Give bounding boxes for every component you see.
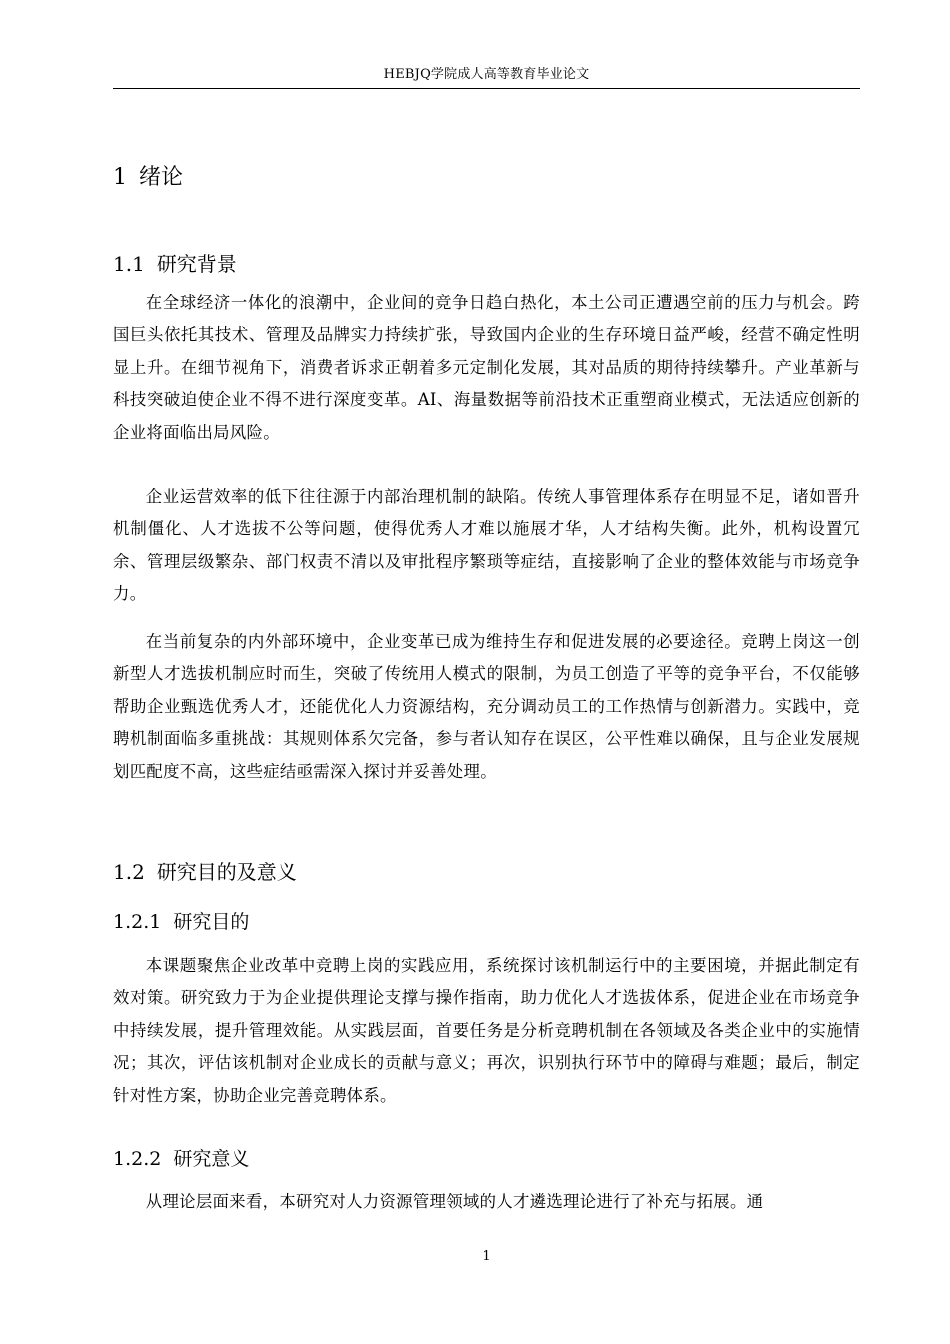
subsection-title: 研究目的 [173,911,250,933]
section-title: 研究背景 [156,252,237,276]
paragraph-background-3: 在当前复杂的内外部环境中，企业变革已成为维持生存和促进发展的必要途径。竞聘上岗这一创新型人才选拔机制应时而生，突破了传统用人模式的限制，为员工创造了平等的竞争平台，不仅能够帮助企业甄选优秀人才，还能优化人力资源结构，充分调动员工的工作热情与创新潜力。实践中，竞聘机制面临多重挑战：其规则体系欠完备，参与者认知存在误区，公平性难以确保，且与企业发展规划匹配度不高，这些症结亟需深入探讨并妥善处理。 [113,632,860,781]
section-number: 1.1 [113,252,145,276]
paragraph-significance: 从理论层面来看，本研究对人力资源管理领域的人才遴选理论进行了补充与拓展。通 [145,1192,764,1211]
subsection-number: 1.2.1 [113,911,162,933]
section-heading-1-2 [113,858,297,886]
chapter-title: 绪论 [139,165,184,190]
subsection-heading-1-2-1 [113,908,249,936]
running-header: HEBJQ学院成人高等教育毕业论文 [383,67,590,82]
page-number: 1 [482,1249,491,1264]
chapter-number: 1 [113,165,127,190]
section-title: 研究目的及意义 [156,860,297,884]
subsection-number: 1.2.2 [113,1148,162,1170]
section-number: 1.2 [113,860,145,884]
header-rule [113,88,860,89]
chapter-heading [113,163,183,193]
paragraph-background-1: 在全球经济一体化的浪潮中，企业间的竞争日趋白热化，本土公司正遭遇空前的压力与机会。跨国巨头依托其技术、管理及品牌实力持续扩张，导致国内企业的生存环境日益严峻，经营不确定性明显上升。在细节视角下，消费者诉求正朝着多元定制化发展，其对品质的期待持续攀升。产业革新与科技突破迫使企业不得不进行深度变革。AI、海量数据等前沿技术正重塑商业模式，无法适应创新的企业将面临出局风险。 [113,293,860,442]
subsection-title: 研究意义 [173,1148,250,1170]
paragraph-background-2: 企业运营效率的低下往往源于内部治理机制的缺陷。传统人事管理体系存在明显不足，诸如晋升机制僵化、人才选拔不公等问题，使得优秀人才难以施展才华，人才结构失衡。此外，机构设置冗余、管理层级繁杂、部门权责不清以及审批程序繁琐等症结，直接影响了企业的整体效能与市场竞争力。 [113,487,860,604]
section-heading-1-1 [113,250,237,278]
subsection-heading-1-2-2 [113,1145,249,1173]
paragraph-purpose: 本课题聚焦企业改革中竞聘上岗的实践应用，系统探讨该机制运行中的主要困境，并据此制定有效对策。研究致力于为企业提供理论支撑与操作指南，助力优化人才选拔体系，促进企业在市场竞争中持续发展，提升管理效能。从实践层面，首要任务是分析竞聘机制在各领域及各类企业中的实施情况；其次，评估该机制对企业成长的贡献与意义；再次，识别执行环节中的障碍与难题；最后，制定针对性方案，协助企业完善竞聘体系。 [113,956,860,1105]
